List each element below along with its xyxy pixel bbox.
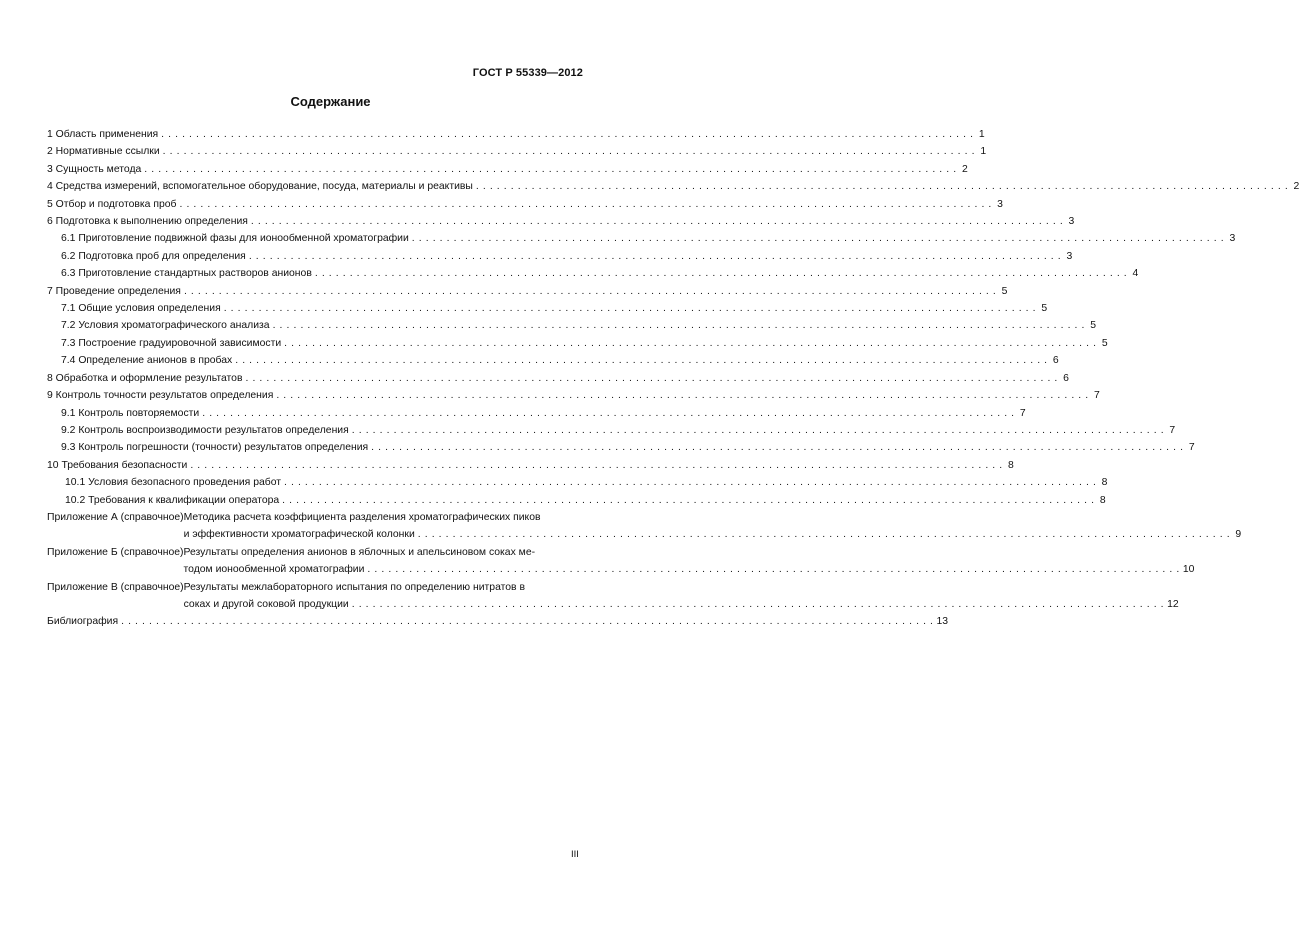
dot-leader	[224, 300, 1036, 317]
toc-entry[interactable]	[47, 317, 1096, 334]
toc-entry[interactable]	[47, 265, 1139, 282]
toc-page-number: 5	[1101, 337, 1108, 349]
toc-entry-text: 6.3 Приготовление стандартных растворов анионов	[61, 268, 312, 280]
dot-leader	[418, 526, 1230, 543]
appendix-title-line: соках и другой соковой продукции	[183, 598, 349, 610]
toc-page-number: 7	[1019, 407, 1026, 419]
toc-entry[interactable]	[47, 387, 1100, 404]
dot-leader	[202, 405, 1014, 422]
dot-leader	[284, 474, 1096, 491]
toc-entry-text: 10 Требования безопасности	[47, 459, 188, 471]
toc-entry-bibliography[interactable]	[47, 613, 949, 630]
toc-entry-text: 2 Нормативные ссылки	[47, 146, 160, 158]
table-of-contents	[47, 126, 1299, 631]
toc-entry[interactable]	[47, 230, 1236, 247]
appendix-title-line: тодом ионообменной хроматографии	[183, 564, 365, 576]
toc-entry-text: 3 Сущность метода	[47, 163, 142, 175]
toc-entry-text: 7.2 Условия хроматографического анализа	[61, 320, 270, 332]
dot-leader	[161, 126, 973, 143]
appendix-title-line: Методика расчета коэффициента разделения хроматографических пиков	[183, 511, 541, 523]
dot-leader	[251, 213, 1063, 230]
dot-leader	[163, 143, 975, 160]
toc-entry[interactable]	[47, 405, 1026, 422]
toc-page-number: 7	[1169, 424, 1176, 436]
toc-entry[interactable]	[47, 178, 1299, 195]
toc-page-number: 6	[1063, 372, 1069, 384]
dot-leader	[276, 387, 1088, 404]
toc-entry[interactable]	[47, 213, 1075, 230]
toc-page-number: 3	[997, 198, 1003, 210]
appendix-title-line: Результаты межлабораторного испытания по определению нитратов в	[183, 581, 525, 593]
toc-page-number: 7	[1188, 442, 1195, 454]
toc-entry-text: 7.1 Общие условия определения	[61, 303, 221, 315]
dot-leader	[273, 317, 1085, 334]
appendix-prefix: Приложение А (справочное)	[47, 511, 184, 523]
toc-entry-text: 5 Отбор и подготовка проб	[47, 198, 177, 210]
toc-page-number: 4	[1132, 268, 1139, 280]
toc-page-number: 10	[1182, 564, 1195, 576]
toc-entry[interactable]	[47, 300, 1048, 317]
toc-entry-text: 9.1 Контроль повторяемости	[61, 407, 200, 419]
toc-entry[interactable]	[47, 474, 1108, 491]
toc-page-number: 3	[1229, 233, 1236, 245]
page-title: Содержание	[290, 94, 371, 109]
toc-entry-text: 7.4 Определение анионов в пробах	[61, 355, 233, 367]
dot-leader	[190, 457, 1002, 474]
toc-page-number: 5	[1090, 320, 1096, 332]
dot-leader	[282, 492, 1094, 509]
toc-entry-text: Библиография	[47, 616, 119, 628]
dot-leader	[371, 439, 1183, 456]
document-number: ГОСТ Р 55339—2012	[472, 67, 583, 79]
dot-leader	[121, 613, 933, 630]
dot-leader	[184, 283, 996, 300]
toc-entry-text: 6 Подготовка к выполнению определения	[47, 216, 248, 228]
toc-page-number: 1	[978, 129, 985, 140]
toc-entry[interactable]	[47, 161, 968, 178]
dot-leader	[412, 230, 1224, 247]
toc-entry[interactable]	[47, 335, 1108, 352]
toc-entry[interactable]	[47, 143, 987, 160]
dot-leader	[249, 248, 1061, 265]
toc-page-number: 12	[1167, 598, 1179, 610]
toc-entry-text: 10.1 Условия безопасного проведения работ	[65, 477, 282, 489]
toc-entry[interactable]	[47, 457, 1014, 474]
dot-leader	[235, 352, 1047, 369]
toc-entry[interactable]	[47, 126, 985, 143]
dot-leader	[144, 161, 956, 178]
toc-page-number: 8	[1099, 494, 1106, 506]
toc-page-number: 3	[1068, 216, 1075, 228]
dot-leader	[352, 596, 1164, 613]
toc-entry-text: 10.2 Требования к квалификации оператора	[65, 494, 280, 506]
toc-page-number: 2	[1293, 181, 1299, 193]
page-number-roman: III	[571, 849, 579, 860]
toc-page-number: 5	[1001, 285, 1008, 297]
toc-page-number: 8	[1007, 459, 1014, 471]
dot-leader	[352, 422, 1164, 439]
toc-entry-text: 4 Средства измерений, вспомогательное оборудование, посуда, материалы и реактивы	[47, 181, 473, 193]
dot-leader	[367, 561, 1179, 578]
dot-leader	[315, 265, 1127, 282]
toc-page-number: 13	[936, 616, 949, 628]
toc-entry-text: 6.1 Приготовление подвижной фазы для ионообменной хроматографии	[61, 233, 409, 245]
toc-page-number: 6	[1052, 355, 1059, 367]
toc-entry-appendix[interactable]	[47, 509, 1242, 544]
toc-entry[interactable]	[47, 439, 1195, 456]
toc-page-number: 9	[1235, 529, 1242, 541]
toc-entry-text: 9 Контроль точности результатов определения	[47, 390, 274, 402]
toc-entry[interactable]	[47, 370, 1069, 387]
toc-entry[interactable]	[47, 492, 1106, 509]
toc-page-number: 8	[1101, 477, 1108, 489]
toc-page-number: 5	[1041, 303, 1048, 315]
toc-entry-appendix[interactable]	[47, 579, 1179, 614]
dot-leader	[476, 178, 1288, 195]
dot-leader	[284, 335, 1096, 352]
toc-entry-text: 6.2 Подготовка проб для определения	[61, 250, 246, 262]
toc-page-number: 1	[980, 146, 987, 158]
toc-entry-text: 1 Область применения	[47, 129, 159, 140]
toc-page-number: 7	[1093, 390, 1100, 402]
toc-entry-text: 9.2 Контроль воспроизводимости результатов определения	[61, 424, 349, 436]
toc-entry-appendix[interactable]	[47, 544, 1195, 579]
toc-entry[interactable]	[47, 422, 1176, 439]
toc-entry-text: 7 Проведение определения	[47, 285, 181, 297]
toc-entry[interactable]	[47, 248, 1073, 265]
toc-entry[interactable]	[47, 352, 1059, 369]
toc-entry-text: 7.3 Построение градуировочной зависимости	[61, 337, 282, 349]
dot-leader	[245, 370, 1057, 387]
toc-page-number: 2	[961, 163, 968, 175]
appendix-title-line: Результаты определения анионов в яблочных и апельсиновом соках ме-	[183, 546, 536, 558]
toc-entry-text: 8 Обработка и оформление результатов	[47, 372, 243, 384]
dot-leader	[179, 196, 991, 213]
toc-entry-text: 9.3 Контроль погрешности (точности) результатов определения	[61, 442, 369, 454]
appendix-prefix: Приложение В (справочное)	[47, 581, 184, 593]
toc-entry[interactable]	[47, 283, 1008, 300]
appendix-title-line: и эффективности хроматографической колонки	[183, 529, 415, 541]
toc-entry[interactable]	[47, 196, 1003, 213]
toc-page-number: 3	[1066, 250, 1073, 262]
appendix-prefix: Приложение Б (справочное)	[47, 546, 184, 558]
